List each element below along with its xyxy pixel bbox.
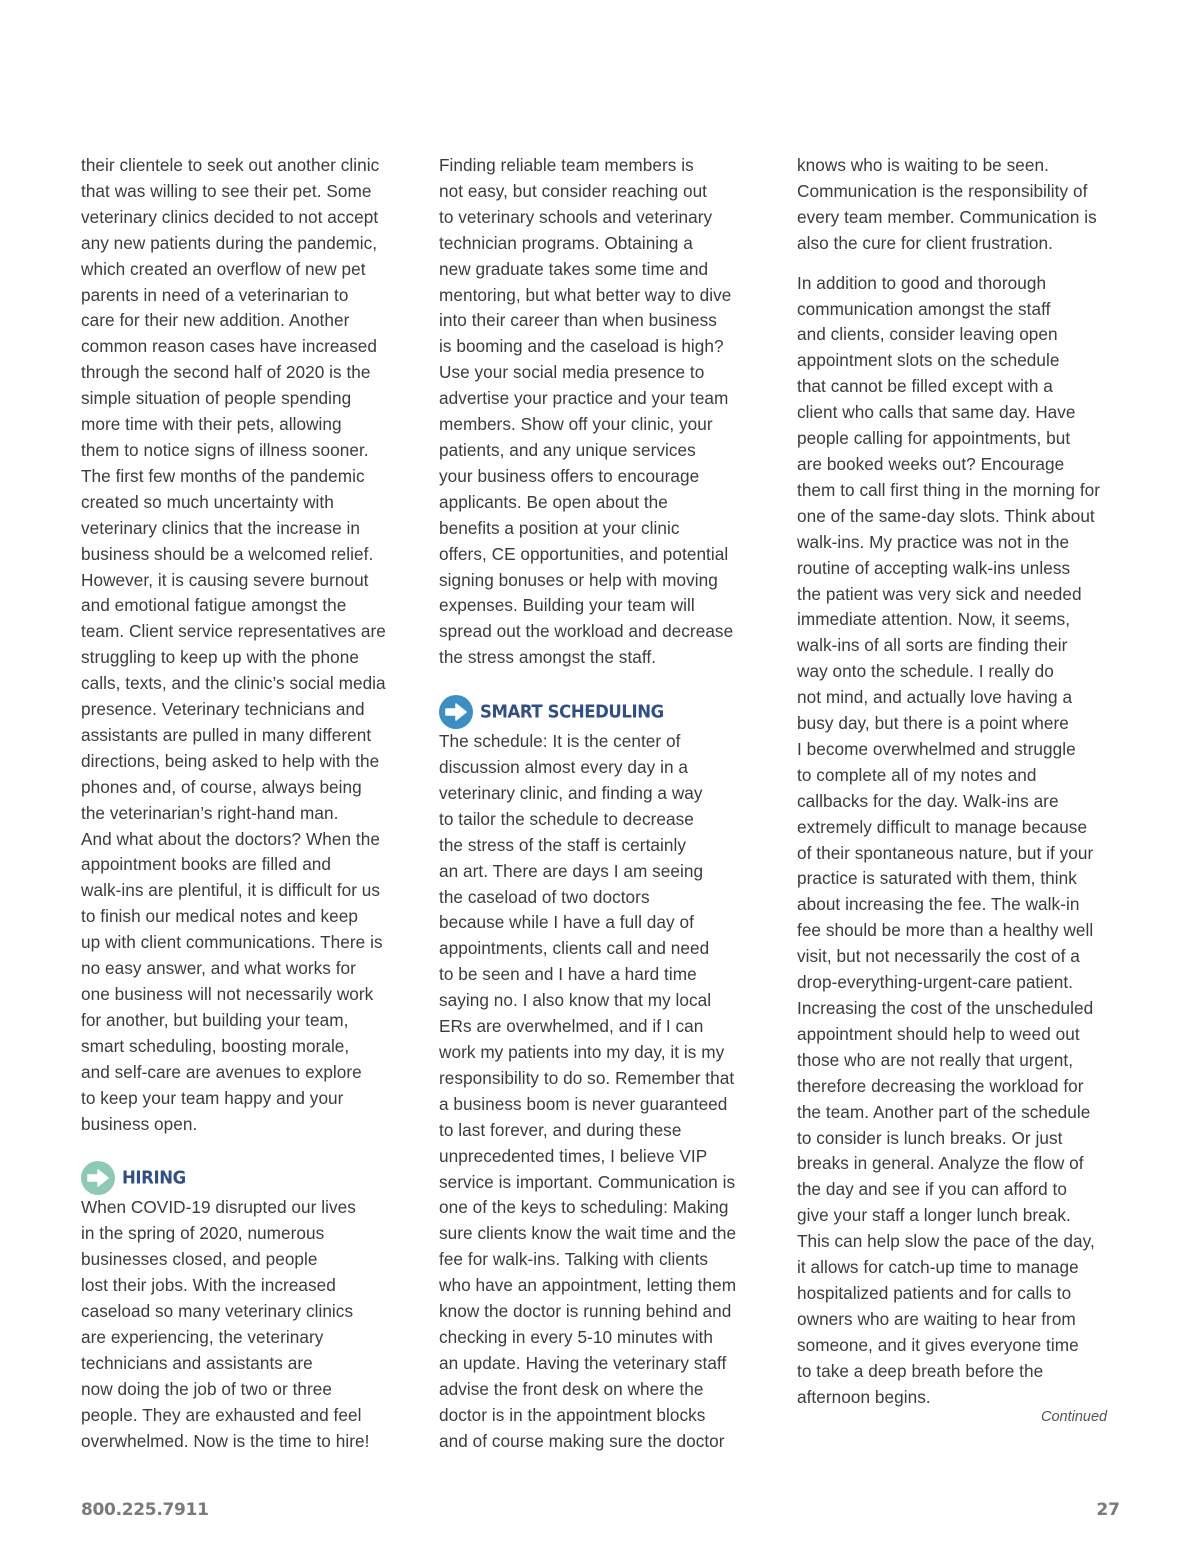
text-line: to take a deep breath before the: [797, 1360, 1044, 1381]
text-line: unprecedented times, I believe VIP: [439, 1145, 708, 1166]
text-line: Finding reliable team members is: [439, 155, 694, 175]
text-line: ERs are overwhelmed, and if I can: [439, 1016, 704, 1037]
text-line: visit, but not necessarily the cost of a: [797, 946, 1080, 967]
text-line: mentoring, but what better way to dive: [439, 284, 732, 305]
text-line: to last forever, and during these: [439, 1119, 682, 1140]
text-line: to tailor the schedule to decrease: [439, 808, 694, 829]
text-line: are booked weeks out? Encourage: [797, 453, 1065, 474]
page-number: 27: [1096, 1500, 1120, 1520]
text-line: appointment books are filled and: [81, 854, 332, 875]
text-line: calls, texts, and the clinic’s social media: [81, 673, 386, 694]
text-line: way onto the schedule. I really do: [797, 661, 1054, 682]
text-line: technicians and assistants are: [81, 1352, 313, 1373]
text-line: work my patients into my day, it is my: [439, 1042, 725, 1062]
text-line: advertise your practice and your team: [439, 388, 729, 409]
text-line: overwhelmed. Now is the time to hire!: [81, 1430, 370, 1451]
col1-para1: [81, 153, 411, 1137]
text-line: immediate attention. Now, it seems,: [797, 609, 1071, 630]
text-line: the veterinarian’s right-hand man.: [81, 802, 339, 823]
text-line: created so much uncertainty with: [81, 491, 334, 512]
col3-para2: [797, 271, 1127, 1411]
text-line: it allows for catch-up time to manage: [797, 1257, 1079, 1278]
text-line: appointment should help to weed out: [797, 1023, 1080, 1044]
text-line: also the cure for client frustration.: [797, 232, 1053, 253]
text-line: and clients, consider leaving open: [797, 324, 1058, 345]
text-line: them to notice signs of illness sooner.: [81, 439, 369, 460]
text-line: However, it is causing severe burnout: [81, 569, 369, 590]
text-line: for another, but building your team,: [81, 1009, 349, 1030]
text-line: practice is saturated with them, think: [797, 868, 1077, 889]
text-line: more time with their pets, allowing: [81, 414, 342, 435]
text-line: now doing the job of two or three: [81, 1378, 333, 1399]
text-line: The schedule: It is the center of: [439, 731, 681, 752]
text-line: through the second half of 2020 is the: [81, 362, 371, 383]
continued-label: Continued: [1041, 1409, 1108, 1425]
text-line: those who are not really that urgent,: [797, 1049, 1074, 1070]
arrow-right-icon: [81, 1161, 115, 1195]
text-line: members. Show off your clinic, your: [439, 414, 713, 435]
text-line: fee for walk-ins. Talking with clients: [439, 1249, 709, 1270]
text-line: every team member. Communication is: [797, 206, 1097, 227]
text-line: fee should be more than a healthy well: [797, 920, 1094, 941]
text-line: veterinary clinics decided to not accept: [81, 206, 379, 227]
text-line: directions, being asked to help with the: [81, 750, 380, 771]
text-line: busy day, but there is a point where: [797, 713, 1069, 734]
text-line: to complete all of my notes and: [797, 764, 1037, 785]
text-line: drop-everything-urgent-care patient.: [797, 972, 1073, 993]
text-line: appointment slots on the schedule: [797, 350, 1060, 371]
col1-para2: [81, 1195, 411, 1454]
text-line: that was willing to see their pet. Some: [81, 180, 372, 201]
arrow-right-icon: [439, 695, 473, 729]
text-line: an art. There are days I am seeing: [439, 860, 704, 881]
text-line: them to call first thing in the morning for: [797, 479, 1101, 500]
text-line: callbacks for the day. Walk-ins are: [797, 790, 1059, 811]
text-line: to consider is lunch breaks. Or just: [797, 1127, 1063, 1148]
text-line: someone, and it gives everyone time: [797, 1334, 1079, 1355]
text-line: no easy answer, and what works for: [81, 958, 356, 979]
text-line: the day and see if you can afford to: [797, 1179, 1067, 1200]
text-line: veterinary clinics that the increase in: [81, 517, 360, 538]
text-line: struggling to keep up with the phone: [81, 647, 359, 668]
text-line: parents in need of a veterinarian to: [81, 284, 349, 305]
column-3: [797, 153, 1127, 1411]
column-1: [81, 153, 411, 1455]
text-line: new graduate takes some time and: [439, 258, 709, 279]
text-line: in the spring of 2020, numerous: [81, 1223, 325, 1244]
hiring-section-header: [81, 1161, 411, 1195]
text-line: signing bonuses or help with moving: [439, 569, 718, 590]
text-line: one of the same-day slots. Think about: [797, 505, 1095, 526]
text-line: a business boom is never guaranteed: [439, 1093, 728, 1114]
col2-para2: [439, 729, 769, 1454]
text-line: In addition to good and thorough: [797, 272, 1047, 293]
text-line: assistants are pulled in many different: [81, 724, 372, 745]
col3-para1: [797, 153, 1127, 257]
text-line: businesses closed, and people: [81, 1249, 318, 1270]
text-line: afternoon begins.: [797, 1386, 931, 1407]
text-line: I become overwhelmed and struggle: [797, 738, 1076, 759]
text-line: checking in every 5-10 minutes with: [439, 1326, 714, 1347]
text-line: business open.: [81, 1113, 198, 1134]
text-line: sure clients know the wait time and the: [439, 1223, 737, 1244]
text-line: benefits a position at your clinic: [439, 517, 680, 538]
text-line: the team. Another part of the schedule: [797, 1101, 1091, 1122]
text-line: simple situation of people spending: [81, 388, 352, 409]
text-line: Increasing the cost of the unscheduled: [797, 998, 1094, 1018]
text-line: walk-ins of all sorts are finding their: [797, 635, 1068, 656]
text-line: common reason cases have increased: [81, 336, 377, 357]
col2-para1: [439, 153, 769, 671]
text-line: and emotional fatigue amongst the: [81, 595, 347, 616]
text-line: the caseload of two doctors: [439, 886, 650, 907]
text-line: When COVID-19 disrupted our lives: [81, 1197, 356, 1218]
text-line: applicants. Be open about the: [439, 491, 668, 512]
text-line: advise the front desk on where the: [439, 1378, 704, 1399]
text-line: And what about the doctors? When the: [81, 828, 380, 849]
text-line: lost their jobs. With the increased: [81, 1275, 336, 1296]
text-line: This can help slow the pace of the day,: [797, 1231, 1095, 1252]
text-line: responsibility to do so. Remember that: [439, 1067, 735, 1088]
text-line: saying no. I also know that my local: [439, 990, 712, 1011]
text-line: spread out the workload and decrease: [439, 621, 734, 642]
text-line: and of course making sure the doctor: [439, 1430, 725, 1451]
text-line: client who calls that same day. Have: [797, 402, 1076, 423]
text-line: is booming and the caseload is high?: [439, 336, 724, 357]
text-line: hospitalized patients and for calls to: [797, 1282, 1072, 1303]
text-line: appointments, clients call and need: [439, 938, 710, 959]
text-line: doctor is in the appointment blocks: [439, 1404, 706, 1425]
text-line: extremely difficult to manage because: [797, 816, 1088, 837]
text-line: about increasing the fee. The walk-in: [797, 894, 1080, 915]
text-line: owners who are waiting to hear from: [797, 1308, 1076, 1329]
text-line: their clientele to seek out another clinic: [81, 155, 380, 175]
column-2: [439, 153, 769, 1455]
text-line: because while I have a full day of: [439, 912, 694, 933]
text-line: veterinary clinic, and finding a way: [439, 782, 703, 803]
text-line: the patient was very sick and needed: [797, 583, 1082, 604]
text-line: care for their new addition. Another: [81, 310, 350, 331]
text-line: phones and, of course, always being: [81, 776, 362, 797]
text-line: service is important. Communication is: [439, 1171, 736, 1192]
text-line: Use your social media presence to: [439, 362, 705, 383]
paragraph-gap: [797, 257, 1127, 271]
text-line: discussion almost every day in a: [439, 757, 689, 778]
text-line: presence. Veterinary technicians and: [81, 699, 365, 720]
text-line: caseload so many veterinary clinics: [81, 1301, 354, 1322]
text-line: to be seen and I have a hard time: [439, 964, 697, 985]
text-line: who have an appointment, letting them: [439, 1275, 737, 1296]
text-line: knows who is waiting to be seen.: [797, 155, 1049, 175]
text-line: to finish our medical notes and keep: [81, 906, 358, 927]
text-line: of their spontaneous nature, but if your: [797, 842, 1094, 863]
text-line: are experiencing, the veterinary: [81, 1326, 324, 1347]
text-line: patients, and any unique services: [439, 439, 696, 460]
text-line: therefore decreasing the workload for: [797, 1075, 1084, 1096]
text-line: the stress amongst the staff.: [439, 647, 657, 668]
text-line: any new patients during the pandemic,: [81, 232, 378, 253]
text-line: to veterinary schools and veterinary: [439, 206, 713, 227]
text-line: people calling for appointments, but: [797, 428, 1071, 449]
text-line: people. They are exhausted and feel: [81, 1404, 362, 1425]
text-line: not mind, and actually love having a: [797, 687, 1073, 708]
text-line: The first few months of the pandemic: [81, 465, 365, 486]
text-line: give your staff a longer lunch break.: [797, 1205, 1071, 1226]
text-line: your business offers to encourage: [439, 465, 700, 486]
text-line: expenses. Building your team will: [439, 595, 695, 616]
text-line: team. Client service representatives are: [81, 621, 386, 642]
text-line: breaks in general. Analyze the flow of: [797, 1153, 1084, 1174]
text-line: communication amongst the staff: [797, 298, 1051, 319]
text-line: into their career than when business: [439, 310, 717, 331]
text-line: walk-ins. My practice was not in the: [797, 531, 1070, 552]
text-line: Communication is the responsibility of: [797, 180, 1088, 201]
text-line: one business will not necessarily work: [81, 984, 374, 1004]
text-line: which created an overflow of new pet: [81, 258, 366, 279]
text-line: the stress of the staff is certainly: [439, 834, 686, 855]
text-line: to keep your team happy and your: [81, 1087, 344, 1108]
text-line: technician programs. Obtaining a: [439, 232, 693, 253]
text-line: that cannot be filled except with a: [797, 376, 1053, 397]
text-line: and self-care are avenues to explore: [81, 1061, 362, 1082]
hiring-heading: HIRING: [122, 1167, 186, 1188]
text-line: walk-ins are plentiful, it is difficult for us: [81, 880, 381, 901]
text-line: offers, CE opportunities, and potential: [439, 543, 729, 564]
text-line: an update. Having the veterinary staff: [439, 1352, 727, 1373]
text-line: know the doctor is running behind and: [439, 1301, 732, 1322]
text-line: one of the keys to scheduling: Making: [439, 1197, 729, 1218]
text-line: routine of accepting walk-ins unless: [797, 557, 1071, 578]
smart-scheduling-heading: SMART SCHEDULING: [480, 701, 664, 722]
footer-phone-number: 800.225.7911: [81, 1500, 209, 1520]
text-line: business should be a welcomed relief.: [81, 543, 374, 564]
text-line: not easy, but consider reaching out: [439, 180, 708, 201]
text-line: up with client communications. There is: [81, 932, 383, 953]
smart-scheduling-section-header: [439, 695, 769, 729]
text-line: smart scheduling, boosting morale,: [81, 1035, 350, 1056]
